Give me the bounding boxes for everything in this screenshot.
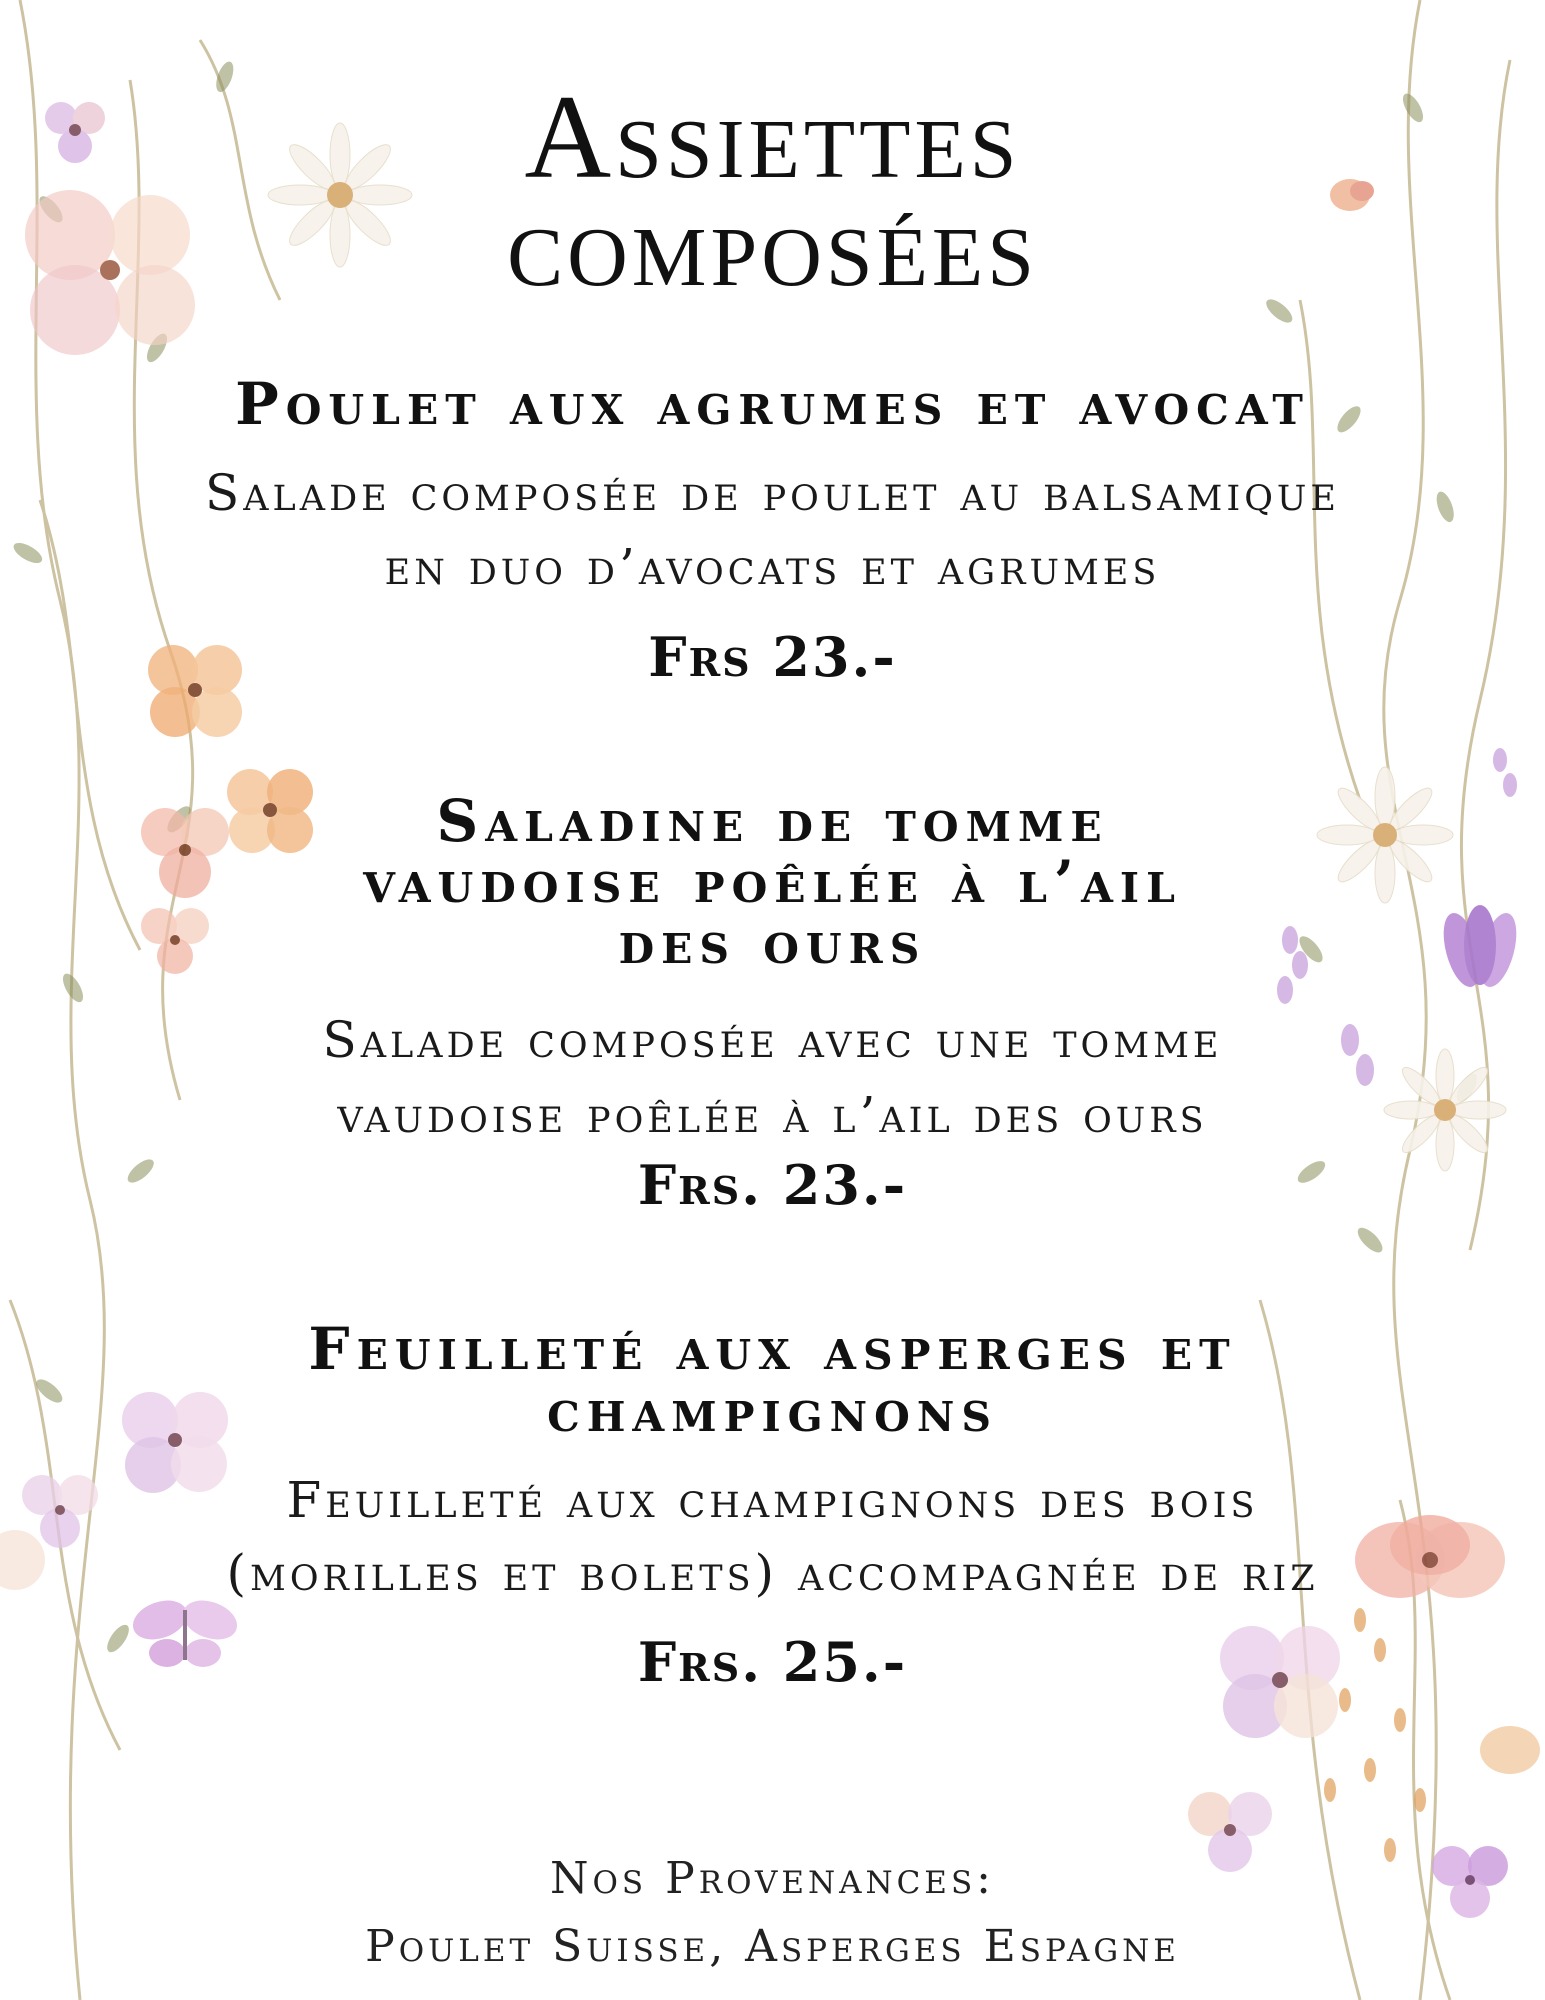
dish-description-line: en duo d’avocats et agrumes <box>384 538 1161 596</box>
dish-name-line: Saladine de tomme <box>436 787 1109 855</box>
dish-name: Poulet aux agrumes et avocat <box>235 370 1310 438</box>
dish-name-line: des ours <box>618 909 927 977</box>
provenance-text: Poulet Suisse, Asperges Espagne <box>365 1921 1180 1972</box>
dish-price: Frs 23.- <box>648 625 897 689</box>
dish-description-line: Salade composée de poulet au balsamique <box>205 464 1340 522</box>
dish-description-line: vaudoise poêlée à l’ail des ours <box>337 1086 1208 1144</box>
dish-description-line: Salade composée avec une tomme <box>322 1011 1223 1069</box>
dish-price: Frs. 23.- <box>637 1153 908 1217</box>
provenance-heading: Nos Provenances: <box>549 1853 996 1904</box>
dish-name-line: Feuilleté aux asperges et <box>308 1315 1237 1383</box>
dish-description-line: (morilles et bolets) accompagnée de riz <box>226 1544 1319 1602</box>
dish-name-line: champignons <box>547 1377 998 1445</box>
dish-description-line: Feuilleté aux champignons des bois <box>286 1471 1259 1529</box>
dish-price: Frs. 25.- <box>637 1630 908 1694</box>
dish-name-line: vaudoise poêlée à l’ail <box>363 848 1182 916</box>
menu-title-line-2: composées <box>507 178 1038 311</box>
menu-title-line-1: Assiettes <box>524 70 1021 203</box>
